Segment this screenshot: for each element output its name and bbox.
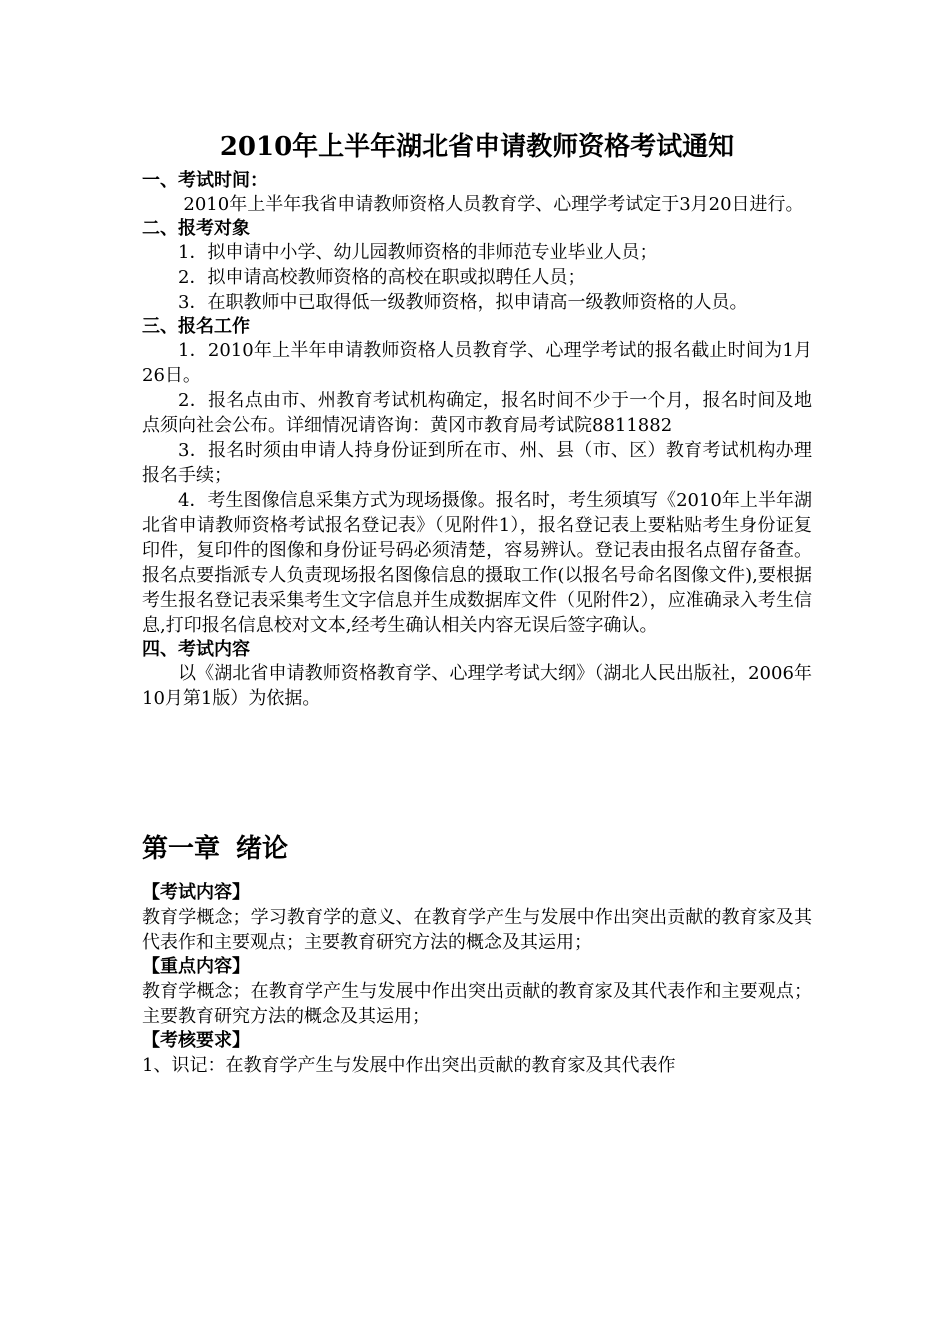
- section-paragraph: 1．拟申请中小学、幼儿园教师资格的非师范专业毕业人员；: [178, 242, 658, 263]
- section-paragraph: 1．2010年上半年申请教师资格人员教育学、心理学考试的报名截止时间为1月26日。: [142, 340, 812, 386]
- document-body: [142, 125, 812, 1078]
- section-paragraph: 以《湖北省申请教师资格教育学、心理学考试大纲》（湖北人民出版社，2006年10月第1版）为依据。: [142, 663, 812, 709]
- chapter-block-heading: 【重点内容】: [142, 956, 250, 977]
- chapter-block-heading: 【考核要求】: [142, 1030, 250, 1051]
- chapter-block-key-content: [142, 955, 812, 1029]
- section-heading: 一、考试时间：: [142, 170, 268, 191]
- section-heading: 四、考试内容: [142, 639, 250, 660]
- chapter-block-requirements: [142, 1029, 812, 1078]
- section-paragraph: 3．报名时须由申请人持身份证到所在市、州、县（市、区）教育考试机构办理报名手续；: [142, 440, 812, 486]
- section-exam-content: [142, 638, 812, 711]
- section-heading: 二、报考对象: [142, 218, 250, 239]
- chapter-block-text: 1、识记：在教育学产生与发展中作出突出贡献的教育家及其代表作: [142, 1055, 676, 1076]
- chapter-block-text: 教育学概念；学习教育学的意义、在教育学产生与发展中作出突出贡献的教育家及其代表作和主要观点；主要教育研究方法的概念及其运用；: [142, 907, 812, 953]
- chapter-block-exam-content: [142, 881, 812, 955]
- section-paragraph: 2．报名点由市、州教育考试机构确定，报名时间不少于一个月，报名时间及地点须向社会公布。详细情况请咨询：黄冈市教育局考试院8811882: [142, 390, 812, 436]
- chapter-number: 第一章: [142, 834, 221, 864]
- spacer: [142, 869, 812, 881]
- spacer: [142, 711, 812, 829]
- section-paragraph: 2．拟申请高校教师资格的高校在职或拟聘任人员；: [178, 267, 586, 288]
- chapter-block-text: 教育学概念；在教育学产生与发展中作出突出贡献的教育家及其代表作和主要观点；主要教育研究方法的概念及其运用；: [142, 981, 812, 1027]
- section-paragraph: 2010年上半年我省申请教师资格人员教育学、心理学考试定于3月20日进行。: [183, 194, 804, 215]
- section-exam-time: [142, 169, 812, 217]
- chapter-name: 绪论: [236, 834, 289, 864]
- notice-title: 2010年上半年湖北省申请教师资格考试通知: [219, 132, 735, 162]
- section-heading: 三、报名工作: [142, 316, 250, 337]
- chapter-title: [142, 829, 812, 869]
- section-paragraph: 4．考生图像信息采集方式为现场摄像。报名时，考生须填写《2010年上半年湖北省申请教师资格考试报名登记表》（见附件1），报名登记表上要粘贴考生身份证复印件，复印件的图像和身份证号码必须清楚，容易辨认。登记表由报名点留存备查。报名点要指派专人负责现场报名图像信息的摄取工作(以报名号命名图像文件),要根据考生报名登记表采集考生文字信息并生成数据库文件（见附件2），应准确录入考生信息,打印报名信息校对文本,经考生确认相关内容无误后签字确认。: [142, 490, 812, 636]
- section-eligibility: [142, 217, 812, 315]
- section-registration: [142, 315, 812, 638]
- chapter-block-heading: 【考试内容】: [142, 882, 250, 903]
- section-paragraph: 3．在职教师中已取得低一级教师资格，拟申请高一级教师资格的人员。: [178, 292, 748, 313]
